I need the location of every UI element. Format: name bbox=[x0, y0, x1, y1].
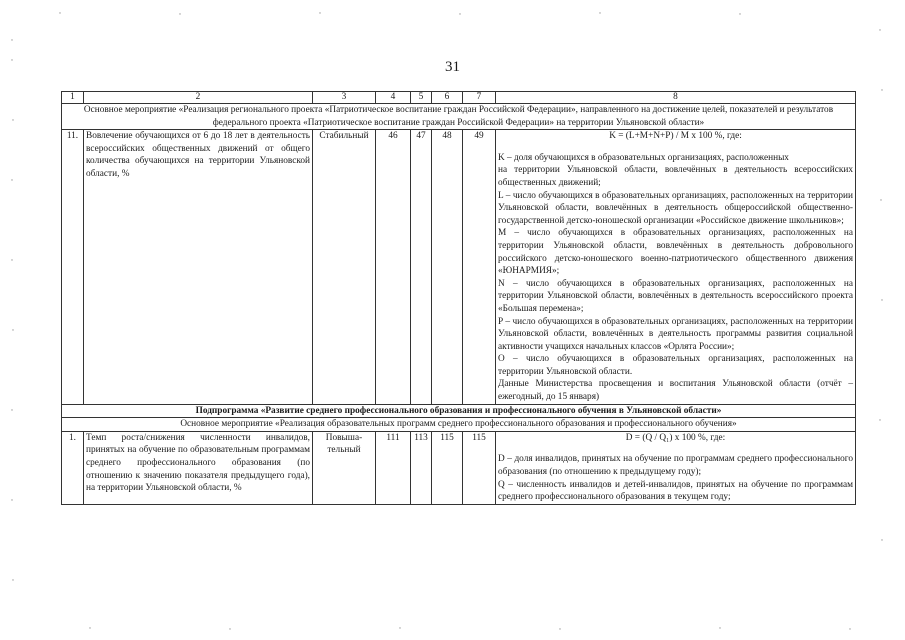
col-header-5: 5 bbox=[411, 92, 432, 104]
value-col-4: 111 bbox=[376, 431, 411, 504]
value-col-6: 115 bbox=[432, 431, 463, 504]
definition-k: K – доля обучающихся в образовательных организациях, расположенных bbox=[498, 152, 789, 163]
value-col-4: 46 bbox=[376, 130, 411, 404]
methodology-cell bbox=[496, 431, 856, 504]
main-event-spo: Основное мероприятие «Реализация образовательных программ среднего профессионального образования и профессионального обучения» bbox=[62, 418, 856, 432]
value-col-7: 115 bbox=[463, 431, 496, 504]
indicator-row-1 bbox=[62, 431, 856, 504]
col-header-6: 6 bbox=[432, 92, 463, 104]
col-header-2: 2 bbox=[84, 92, 313, 104]
column-numbers-row bbox=[62, 92, 856, 104]
definition-d: D – доля инвалидов, принятых на обучение по программам среднего профессионального образования (по отношению к предыдущему году); bbox=[498, 454, 853, 478]
indicator-type: Повыша-тельный bbox=[313, 431, 376, 504]
event-row-1 bbox=[62, 104, 856, 130]
row-number: 11. bbox=[62, 130, 84, 404]
value-col-5: 113 bbox=[411, 431, 432, 504]
indicator-row-11 bbox=[62, 130, 856, 404]
indicator-name: Темп роста/снижения численности инвалидов, принятых на обучение по образовательным программам среднего профессионального образования (по отношению к значению показателя предыдущего года), на территории Ульяновской области, % bbox=[84, 431, 313, 504]
value-col-7: 49 bbox=[463, 130, 496, 404]
page-number: 31 bbox=[445, 59, 460, 75]
col-header-8: 8 bbox=[496, 92, 856, 104]
subprogram-title: Подпрограмма «Развитие среднего профессионального образования и профессионального обучения в Ульяновской области» bbox=[62, 404, 856, 418]
indicator-name: Вовлечение обучающихся от 6 до 18 лет в деятельность всероссийских общественных движений от общего количества обучающихся на территории Ульяновской области, % bbox=[84, 130, 313, 404]
definition-o: O – число обучающихся в образовательных организациях, расположенных на территории Ульяновской области. bbox=[498, 354, 853, 377]
definition-n: N – число обучающихся в образовательных организациях, расположенных на территории Ульяновской области, вовлечённых в деятельность всероссийского проекта «Большая перемена»; bbox=[498, 278, 853, 314]
definition-p: P – число обучающихся в образовательных организациях, расположенных на территории Ульяновской области, вовлечённых в деятельность программы развития социальной активности учащихся начальных классов «Орлята России»; bbox=[498, 316, 853, 352]
formula: D = (Q / Q₁) x 100 %, где: bbox=[625, 432, 726, 443]
definition-m: M – число обучающихся в образовательных организациях, расположенных на территории Ульяновской области, вовлечённых в деятельность добровольного российского детско-юношеского военно-патриотического общественного движения «ЮНАРМИЯ»; bbox=[498, 228, 853, 277]
definition-q: Q – численность инвалидов и детей-инвалидов, принятых на обучение по программам среднего профессионального образования в текущем году; bbox=[498, 479, 853, 503]
data-source: Данные Министерства просвещения и воспитания Ульяновской области (отчёт – ежегодный, до 15 января) bbox=[498, 379, 853, 403]
col-header-4: 4 bbox=[376, 92, 411, 104]
col-header-1: 1 bbox=[62, 92, 84, 104]
definition-k-cont: на территории Ульяновской области, вовлечённых в деятельность всероссийских общественных движений; bbox=[498, 165, 853, 188]
indicator-type: Стабильный bbox=[313, 130, 376, 404]
main-event-patriotic: Основное мероприятие «Реализация регионального проекта «Патриотическое воспитание граждан Российской Федерации», направленного на достижение целей, показателей и результатов федерального проекта «Патриотическое воспитание граждан Российской Федерации» на территории Ульяновской области» bbox=[62, 104, 856, 130]
row-number: 1. bbox=[62, 431, 84, 504]
formula: K = (L+M+N+P) / M x 100 %, где: bbox=[609, 131, 742, 142]
col-header-3: 3 bbox=[313, 92, 376, 104]
indicators-table bbox=[61, 91, 856, 505]
subprogram-row bbox=[62, 404, 856, 418]
value-col-5: 47 bbox=[411, 130, 432, 404]
definition-l: L – число обучающихся в образовательных организациях, расположенных на территории Ульяновской области, вовлечённых в деятельность общероссийской общественно-государственной детско-юношеской организации «Российское движение школьников»; bbox=[498, 190, 853, 226]
methodology-cell bbox=[496, 130, 856, 404]
value-col-6: 48 bbox=[432, 130, 463, 404]
event-row-2 bbox=[62, 418, 856, 432]
col-header-7: 7 bbox=[463, 92, 496, 104]
